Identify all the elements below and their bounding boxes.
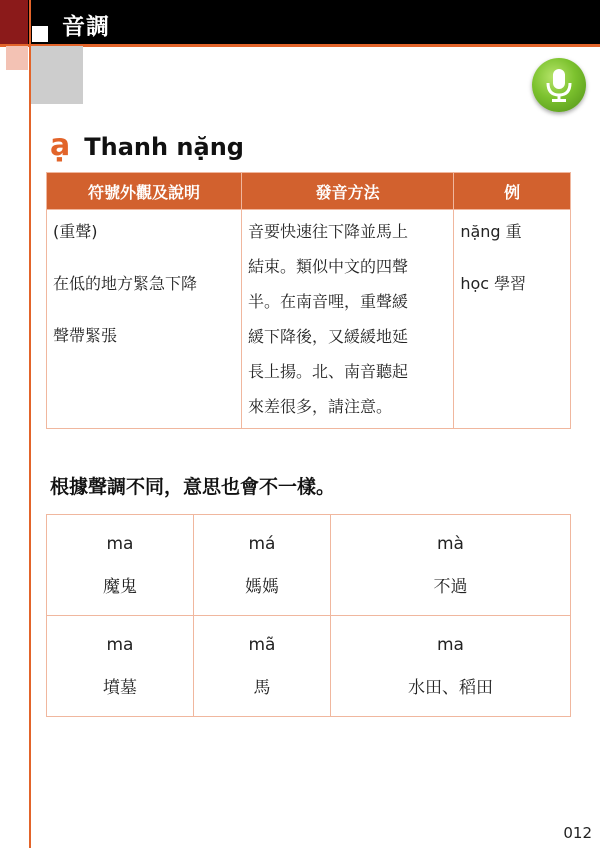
example-cell	[47, 515, 194, 616]
page-number: 012	[563, 824, 592, 842]
decorative-square-pink	[6, 46, 28, 70]
text-line: 結束。類似中文的四聲	[248, 257, 409, 276]
text-line: 半。在南音哩，重聲緩	[248, 292, 409, 311]
example-word: ma	[437, 634, 464, 655]
margin-line	[29, 0, 31, 848]
text-line: 音要快速往下降並馬上	[248, 222, 409, 241]
example-meaning: 魔鬼	[103, 576, 137, 597]
example-cell	[331, 616, 571, 717]
text-line: 長上揚。北、南音聽起	[248, 362, 409, 381]
tone-symbol: ạ	[50, 128, 71, 163]
tone-examples-table	[46, 514, 571, 717]
example-word: mã	[248, 634, 276, 655]
example-cell	[454, 210, 571, 429]
table-row	[47, 616, 571, 717]
example-word: mà	[437, 533, 464, 554]
example-meaning: 墳墓	[103, 677, 137, 698]
microphone-icon	[543, 67, 575, 103]
example-word: ma	[106, 533, 134, 554]
header-symbol: 符號外觀及說明	[47, 173, 242, 210]
text-line: 來差很多，請注意。	[248, 397, 393, 416]
text-line: (重聲)	[53, 222, 98, 241]
example-word: học 學習	[460, 274, 527, 293]
example-meaning: 不過	[433, 576, 468, 597]
header-example: 例	[454, 173, 571, 210]
section-heading	[50, 128, 244, 163]
tone-description-table	[46, 172, 571, 429]
example-word: nặng 重	[460, 222, 522, 241]
symbol-description-cell	[47, 210, 242, 429]
text-line: 聲帶緊張	[53, 326, 118, 345]
example-meaning: 媽媽	[245, 576, 279, 597]
text-line: 在低的地方緊急下降	[53, 274, 198, 293]
header-bullet-square	[32, 26, 48, 42]
header-underline	[0, 44, 600, 47]
example-cell	[331, 515, 571, 616]
header-method: 發音方法	[242, 173, 454, 210]
example-cell	[194, 515, 331, 616]
table-row	[47, 515, 571, 616]
audio-play-button[interactable]	[532, 58, 586, 112]
decorative-square-gray	[31, 46, 83, 104]
subheading: 根據聲調不同，意思也會不一樣。	[50, 476, 336, 498]
example-cell	[194, 616, 331, 717]
example-word: ma	[106, 634, 134, 655]
example-cell	[47, 616, 194, 717]
tone-name: Thanh nặng	[84, 133, 244, 161]
text-line: 緩下降後，又緩緩地延	[248, 327, 409, 346]
table-row	[47, 210, 571, 429]
example-meaning: 馬	[253, 677, 271, 698]
page-title: 音調	[62, 14, 110, 40]
pronunciation-method-cell	[242, 210, 454, 429]
example-word: má	[248, 533, 276, 554]
header-accent-block	[0, 0, 28, 44]
example-meaning: 水田、稻田	[408, 677, 493, 698]
